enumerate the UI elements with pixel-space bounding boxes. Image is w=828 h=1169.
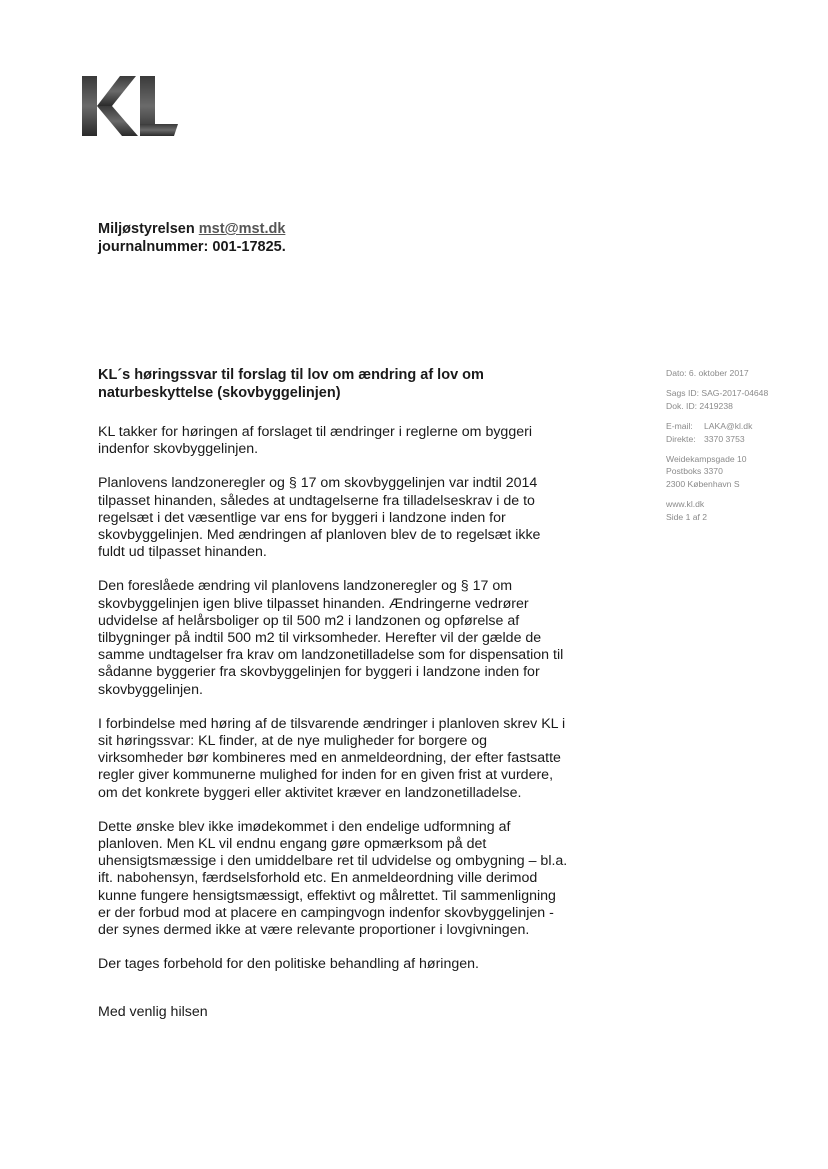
dok-id: Dok. ID: 2419238 bbox=[666, 400, 733, 411]
sags-id: Sags ID: SAG-2017-04648 bbox=[666, 388, 769, 399]
email-label: E-mail: bbox=[666, 421, 693, 432]
recipient-line bbox=[98, 220, 286, 238]
direkte-label: Direkte: bbox=[666, 433, 696, 444]
email-row bbox=[666, 420, 816, 432]
paragraph: KL takker for høringen af forslaget til ændringer i reglerne om byggeri indenfor skovbyggelinjen. bbox=[98, 424, 532, 458]
address-group bbox=[666, 453, 816, 490]
letter-body bbox=[98, 424, 568, 990]
paragraph: Dette ønske blev ikke imødekommet i den endelige udformning af planloven. Men KL vil endnu engang gøre opmærksom på det uhensigtsmæssige i den umiddelbare ret til udvidelse og ombygning – bl.a. ift. nabohensyn, færdselsforhold etc. En anmeldeordning ville derimod kunne fungere hensigtsmæssigt, effektivt og målrettet. Til sammenligning er der forbud mod at placere en campingvogn indenfor skovbyggelinjen - der synes dermed ikke at være relevante proportioner i lovgivningen. bbox=[98, 818, 568, 939]
recipient-email-link[interactable]: mst@mst.dk bbox=[198, 221, 286, 237]
metadata-sidebar bbox=[666, 367, 816, 531]
recipient-block bbox=[98, 220, 286, 256]
date-group bbox=[666, 367, 816, 379]
closing-greeting: Med venlig hilsen bbox=[98, 1004, 208, 1020]
email-value[interactable]: LAKA@kl.dk bbox=[704, 421, 753, 432]
contact-group bbox=[666, 420, 816, 445]
phone-row bbox=[666, 433, 816, 445]
recipient-name: Miljøstyrelsen bbox=[98, 221, 195, 237]
address-line: Postboks 3370 bbox=[666, 466, 723, 477]
web-group bbox=[666, 498, 816, 523]
direkte-value: 3370 3753 bbox=[704, 433, 745, 444]
date: Dato: 6. oktober 2017 bbox=[666, 368, 749, 378]
journal-number: journalnummer: 001-17825. bbox=[98, 239, 286, 255]
address-line: 2300 København S bbox=[666, 478, 740, 489]
address-line: Weidekampsgade 10 bbox=[666, 454, 747, 465]
paragraph: I forbindelse med høring af de tilsvarende ændringer i planloven skrev KL i sit høringssvar: KL finder, at de nye muligheder for borgere og virksomheder bør kombineres med en anmeldeordning, der efter fastsatte regler giver kommunerne mulighed for inden for en given frist at vurdere, om det konkrete byggeri eller aktivitet kræver en landzonetilladelse. bbox=[98, 715, 566, 801]
page-number: Side 1 af 2 bbox=[666, 511, 708, 522]
letter-title: KL´s høringssvar til forslag til lov om ændring af lov om naturbeskyttelse (skovbyggelinjen) bbox=[98, 367, 484, 401]
paragraph: Der tages forbehold for den politiske behandling af høringen. bbox=[98, 956, 479, 973]
ids-group bbox=[666, 387, 816, 412]
kl-logo bbox=[82, 76, 180, 138]
paragraph: Planlovens landzoneregler og § 17 om skovbyggelinjen var indtil 2014 tilpasset hinanden, således at undtagelserne fra tilladelseskrav i de to regelsæt i det væsentlige var ens for byggeri i landzone inden for skovbyggelinjen. Med ændringen af planloven blev de to regelsæt ikke fuldt ud tilpasset hinanden. bbox=[98, 475, 541, 561]
paragraph: Den foreslåede ændring vil planlovens landzoneregler og § 17 om skovbyggelinjen igen blive tilpasset hinanden. Ændringerne vedrører udvidelse af helårsboliger op til 500 m2 i landzonen og opførelse af tilbygninger på indtil 500 m2 til virksomheder. Herefter vil der gælde de samme undtagelser fra krav om landzonetilladelse som for dispensation til sådanne byggerier fra skovbyggelinjen for byggeri i landzone inden for skovbyggelinjen. bbox=[98, 578, 564, 698]
website-link[interactable]: www.kl.dk bbox=[666, 499, 705, 510]
